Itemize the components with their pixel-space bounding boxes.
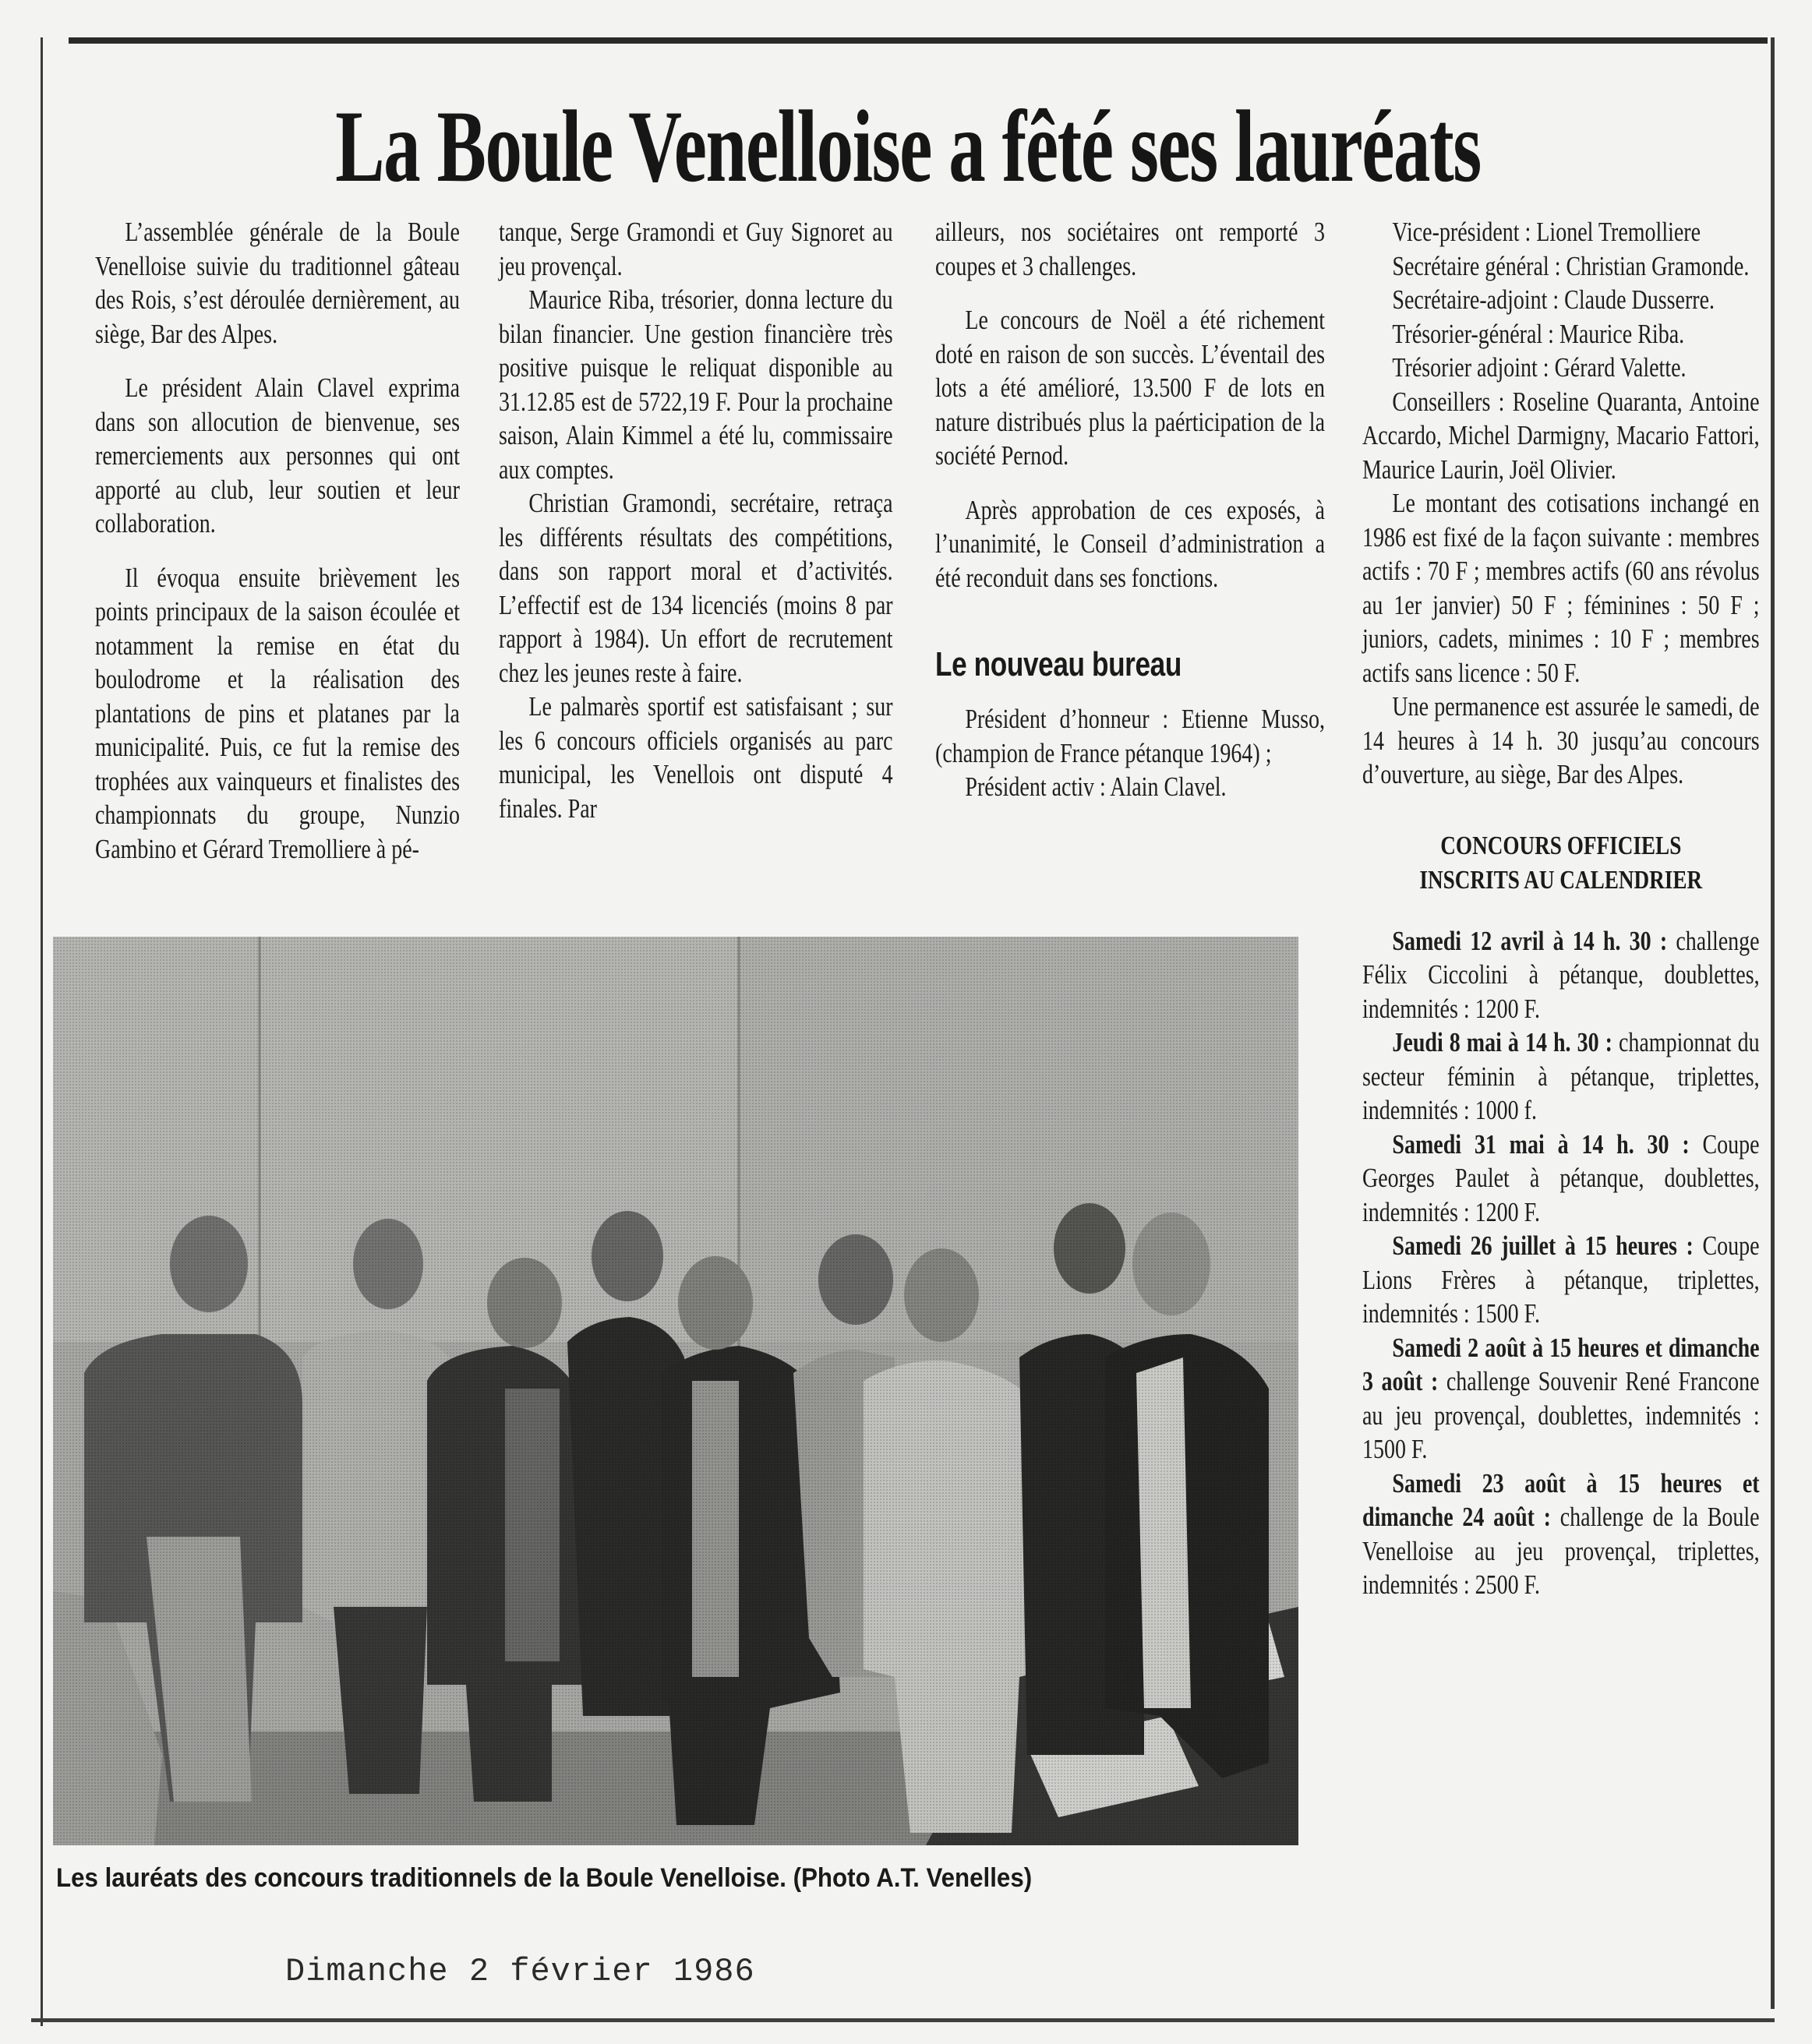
calendar-heading (1362, 829, 1760, 898)
section-heading-bureau: Le nouveau bureau (935, 645, 1182, 683)
column-text (95, 215, 460, 866)
left-rule (41, 37, 43, 2026)
right-rule (1771, 37, 1775, 2009)
paragraph: Maurice Riba, trésorier, donna lecture du bilan financier. Une gestion financière très positive puisque le reliquat disponible au 31.12.85 est de 5722,19 F. Pour la prochaine saison, Alain Kimmel a été lu, commissaire aux comptes. (499, 284, 893, 485)
paragraph: L’assemblée générale de la Boule Venelloise suivie du traditionnel gâteau des Rois, s’est déroulée dernièrement, au siège, Bar des Alpes. (95, 217, 460, 349)
calendar-event (1362, 924, 1760, 1026)
event-description: challenge Souvenir René Francone au jeu provençal, doublettes, indemnités : 1500 F. (1362, 1366, 1760, 1464)
calendar-event (1362, 1229, 1760, 1331)
article-headline: La Boule Venelloise a fêté ses lauréats (335, 89, 1481, 203)
group-photo-illustration (53, 937, 1298, 1845)
paragraph: tanque, Serge Gramondi et Guy Signoret au jeu provençal. (499, 217, 893, 281)
event-description: Coupe Lions Frères à pétanque, triplettes, indemnités : 1500 F. (1362, 1230, 1760, 1329)
article-column-4 (1362, 215, 1760, 1602)
event-date: Samedi 12 avril à 14 h. 30 : (1392, 925, 1668, 956)
column-text (935, 215, 1325, 804)
paragraph: Après approbation de ces exposés, à l’unanimité, le Conseil d’administration a été reconduit dans ses fonctions. (935, 494, 1325, 593)
paragraph: Le montant des cotisations inchangé en 1986 est fixé de la façon suivante : membres actifs : 70 F ; membres actifs (60 ans révolus au 1er janvier) 50 F ; féminines : 50 F ; juniors, cadets, minimes : 10 F ; membres actifs sans licence : 50 F. (1362, 488, 1760, 688)
bureau-entry: Vice-président : Lionel Tremolliere (1392, 217, 1701, 247)
bureau-entry: Secrétaire-adjoint : Claude Dusserre. (1392, 284, 1715, 315)
event-date: Samedi 26 juillet à 15 heures : (1392, 1230, 1694, 1261)
event-description: Coupe Georges Paulet à pétanque, doublettes, indemnités : 1200 F. (1362, 1128, 1760, 1227)
paragraph: ailleurs, nos sociétaires ont remporté 3 coupes et 3 challenges. (935, 217, 1325, 281)
calendar-heading-line: INSCRITS AU CALENDRIER (1419, 865, 1703, 895)
article-column-2 (499, 215, 893, 825)
paragraph: Christian Gramondi, secrétaire, retraça les différents résultats des compétitions, dans son rapport moral et d’activités. L’effectif est de 134 licenciés (moins 8 par rapport à 1984). Un effort de recrutement chez les jeunes reste à faire. (499, 488, 893, 688)
photo-caption-text: Les lauréats des concours traditionnels de la Boule Venelloise. (Photo A.T. Venelles) (56, 1863, 1033, 1893)
event-date: Jeudi 8 mai à 14 h. 30 : (1392, 1027, 1612, 1057)
article-column-3 (935, 215, 1325, 804)
event-description: championnat du secteur féminin à pétanque, triplettes, indemnités : 1000 f. (1362, 1027, 1760, 1125)
column-text (499, 215, 893, 825)
paragraph: Il évoqua ensuite brièvement les points principaux de la saison écoulée et notamment la remise en état du boulodrome et la réalisation des plantations de pins et platanes par la municipalité. Puis, ce fut la remise des trophées aux vainqueurs et finalistes des championnats du groupe, Nunzio Gambino et Gérard Tremolliere à pé- (95, 562, 460, 864)
event-description: challenge Félix Ciccolini à pétanque, doublettes, indemnités : 1200 F. (1362, 925, 1760, 1024)
calendar-heading-line: CONCOURS OFFICIELS (1440, 831, 1682, 860)
bureau-entry: Secrétaire général : Christian Gramonde. (1392, 250, 1750, 281)
event-date: Samedi 23 août à 15 heures et dimanche 24 août : (1362, 1467, 1760, 1532)
calendar-event (1362, 1128, 1760, 1230)
calendar-event (1362, 1331, 1760, 1467)
top-rule (69, 37, 1768, 44)
bureau-entry: Trésorier-général : Maurice Riba. (1392, 318, 1685, 349)
event-date: Samedi 2 août à 15 heures et dimanche 3 août : (1362, 1332, 1760, 1396)
bottom-rule (31, 2018, 1775, 2022)
event-date: Samedi 31 mai à 14 h. 30 : (1392, 1128, 1690, 1160)
calendar-event (1362, 1026, 1760, 1128)
paragraph: Président activ : Alain Clavel. (965, 771, 1227, 802)
calendar-event (1362, 1467, 1760, 1602)
bureau-entry: Conseillers : Roseline Quaranta, Antoine Accardo, Michel Darmigny, Macario Fattori, Maurice Laurin, Joël Olivier. (1362, 386, 1760, 485)
article-column-1 (95, 215, 460, 866)
paragraph: Président d’honneur : Etienne Musso, (champion de France pétanque 1964) ; (935, 704, 1325, 768)
bureau-entry: Trésorier adjoint : Gérard Valette. (1392, 352, 1687, 383)
paragraph: Le concours de Noël a été richement doté en raison de son succès. L’éventail des lots a été amélioré, 13.500 F de lots en nature distribués plus la paérticipation de la société Pernod. (935, 305, 1325, 471)
paragraph: Une permanence est assurée le samedi, de 14 heures à 14 h. 30 jusqu’au concours d’ouverture, au siège, Bar des Alpes. (1362, 691, 1760, 789)
group-photo (53, 937, 1298, 1845)
paragraph: Le palmarès sportif est satisfaisant ; sur les 6 concours officiels organisés au parc municipal, les Venellois ont disputé 4 finales. Par (499, 691, 893, 824)
photo-halftone (53, 937, 1298, 1845)
event-description: challenge de la Boule Venelloise au jeu provençal, triplettes, indemnités : 2500 F. (1362, 1502, 1760, 1600)
publication-date: Dimanche 2 février 1986 (285, 1953, 755, 1990)
column-text (1362, 215, 1760, 1602)
photo-caption (56, 1861, 1303, 1895)
paragraph: Le président Alain Clavel exprima dans son allocution de bienvenue, ses remerciements aux personnes qui ont apporté au club, leur soutien et leur collaboration. (95, 372, 460, 538)
